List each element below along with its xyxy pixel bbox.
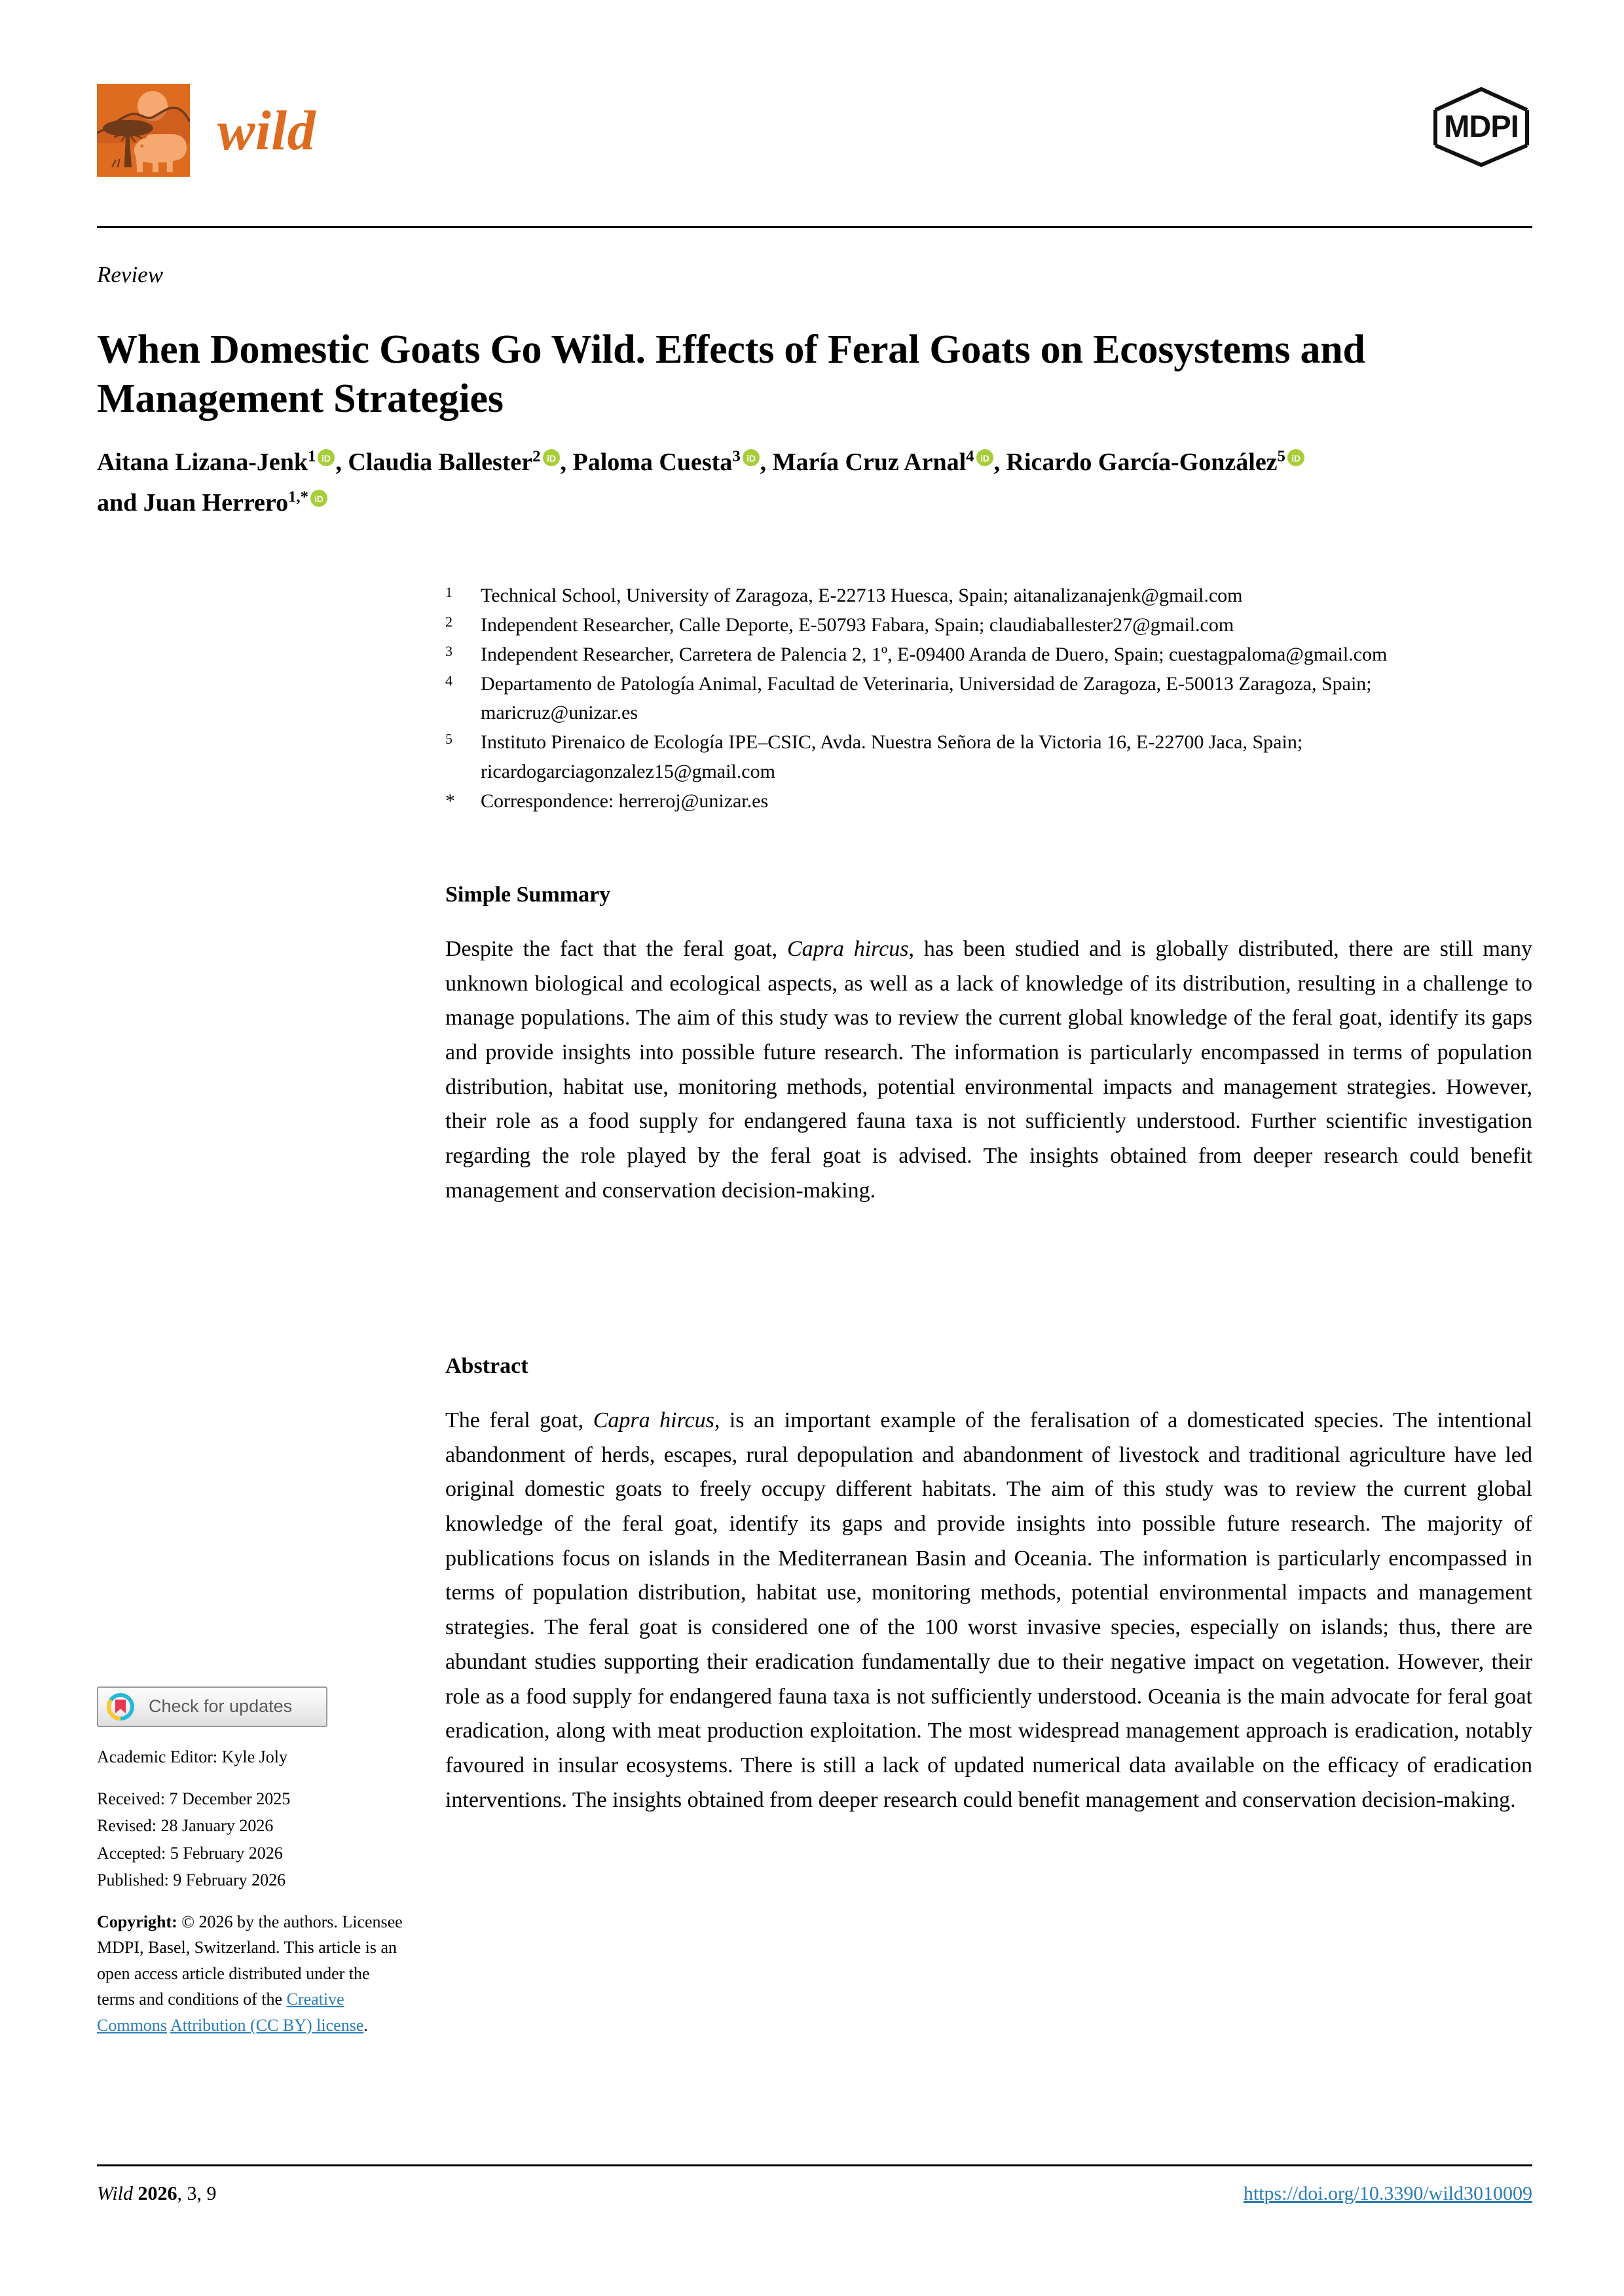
author-separator: , xyxy=(335,448,348,476)
affiliation-number: 1 xyxy=(445,584,452,600)
affiliation-text: Technical School, University of Zaragoza, E-22713 Huesca, Spain; aitanalizanajenk@gmail.com xyxy=(481,585,1243,606)
journal-title: wild xyxy=(217,99,316,162)
svg-text:iD: iD xyxy=(746,453,756,464)
author-name: Aitana Lizana-Jenk xyxy=(97,448,308,476)
accepted-date: Accepted: 5 February 2026 xyxy=(97,1843,283,1863)
abstract-part-1: The feral goat, xyxy=(445,1408,593,1432)
species-name-italic: Capra hircus xyxy=(787,937,909,961)
page-title: When Domestic Goats Go Wild. Effects of Feral Goats on Ecosystems and Management Strategies xyxy=(97,327,1365,422)
copyright-label: Copyright: xyxy=(97,1912,177,1931)
cc-by-license-link[interactable]: Attribution (CC BY) license xyxy=(170,2015,364,2035)
affiliation-item xyxy=(445,640,1532,669)
affiliation-number: 2 xyxy=(445,613,452,630)
copyright-notice xyxy=(97,1909,405,2039)
doi-link[interactable]: https://doi.org/10.3390/wild3010009 xyxy=(1243,2183,1532,2204)
crossmark-icon xyxy=(107,1693,134,1721)
header-divider xyxy=(97,226,1532,228)
mdpi-hexagon-logo-icon xyxy=(1431,85,1531,169)
copyright-text: © 2026 by the authors. Licensee MDPI, Basel, Switzerland. This article is an open access article distributed under the terms and conditions of the xyxy=(97,1912,403,2009)
species-name-italic: Capra hircus xyxy=(593,1408,714,1432)
author-conjunction: and xyxy=(97,489,138,517)
correspondence-text: Correspondence: herreroj@unizar.es xyxy=(481,790,769,812)
affiliation-number: 4 xyxy=(445,672,452,689)
journal-logo xyxy=(97,84,316,177)
simple-summary-heading: Simple Summary xyxy=(445,883,611,907)
author-separator: , xyxy=(560,448,573,476)
author-affil-sup: 3 xyxy=(732,447,741,465)
check-for-updates-label: Check for updates xyxy=(149,1696,293,1717)
svg-text:iD: iD xyxy=(322,453,331,464)
orcid-icon[interactable] xyxy=(1287,440,1304,464)
author-name: Juan Herrero xyxy=(143,489,289,517)
orcid-icon[interactable] xyxy=(318,440,335,464)
academic-editor: Academic Editor: Kyle Joly xyxy=(97,1747,287,1766)
orcid-icon[interactable] xyxy=(976,440,993,464)
copyright-end: . xyxy=(363,2015,368,2035)
correspondence-marker: * xyxy=(445,790,455,812)
check-for-updates-button[interactable] xyxy=(97,1686,327,1727)
abstract-heading: Abstract xyxy=(445,1354,528,1378)
author-affil-sup: 1,* xyxy=(288,488,308,506)
svg-text:iD: iD xyxy=(1291,453,1301,464)
svg-text:MDPI: MDPI xyxy=(1444,109,1519,143)
affiliation-number: 3 xyxy=(445,643,452,660)
article-type-label: Review xyxy=(97,262,164,287)
creative-commons-link[interactable]: Creative Commons xyxy=(97,1990,344,2035)
author-name: María Cruz Arnal xyxy=(772,448,967,476)
footer-journal-name: Wild xyxy=(97,2183,134,2204)
svg-text:iD: iD xyxy=(546,453,556,464)
footer-year: 2026 xyxy=(138,2183,177,2204)
page-header xyxy=(97,73,1532,204)
spacer xyxy=(97,1772,405,1786)
affiliation-text: Departamento de Patología Animal, Facultad de Veterinaria, Universidad de Zaragoza, E-50013 Zaragoza, Spain; maricruz@unizar.es xyxy=(481,673,1372,724)
received-date: Received: 7 December 2025 xyxy=(97,1789,291,1808)
published-date: Published: 9 February 2026 xyxy=(97,1870,286,1890)
affiliation-number: 5 xyxy=(445,731,452,748)
affiliation-item xyxy=(445,670,1532,727)
author-list xyxy=(97,440,1532,521)
orcid-icon[interactable] xyxy=(543,440,560,464)
elephant-shape xyxy=(126,124,188,175)
affiliation-item-correspondence xyxy=(445,787,1532,816)
author-affil-sup: 4 xyxy=(966,447,974,465)
author-separator: , xyxy=(760,448,773,476)
author-name: Ricardo García-González xyxy=(1006,448,1278,476)
author-affil-sup: 1 xyxy=(307,447,316,465)
affiliation-text: Independent Researcher, Carretera de Palencia 2, 1º, E-09400 Aranda de Duero, Spain; cuestagpaloma@gmail.com xyxy=(481,644,1388,666)
affiliation-text: Instituto Pirenaico de Ecología IPE–CSIC, Avda. Nuestra Señora de la Victoria 16, E-22700 Jaca, Spain; ricardogarciagonzalez15@gmail.com xyxy=(481,731,1303,782)
author-name: Claudia Ballester xyxy=(348,448,533,476)
footer-citation xyxy=(97,2183,217,2205)
orcid-icon[interactable] xyxy=(743,440,760,464)
simple-summary-text xyxy=(445,932,1532,1209)
author-affil-sup: 2 xyxy=(532,447,541,465)
summary-part-2: , has been studied and is globally distributed, there are still many unknown biological and ecological aspects, as well as a lack of knowledge of its distribution, resulting in a challenge to manage populations. The aim of this study was to review the current global knowledge of the feral goat, identify its gaps and provide insights into possible future research. The information is particularly encompassed in terms of population distribution, habitat use, monitoring methods, potential environmental impacts and management strategies. However, their role as a food supply for endangered fauna taxa is not sufficiently understood. Further scientific investigation regarding the role played by the feral goat is advised. The insights obtained from deeper research could benefit management and conservation decision-making. xyxy=(445,937,1532,1203)
revised-date: Revised: 28 January 2026 xyxy=(97,1816,274,1836)
abstract-text xyxy=(445,1404,1532,1817)
affiliation-item xyxy=(445,728,1532,786)
svg-text:iD: iD xyxy=(980,453,989,464)
affiliations-list xyxy=(445,581,1532,816)
svg-text:iD: iD xyxy=(314,494,323,505)
author-separator: , xyxy=(993,448,1006,476)
article-metadata-sidebar xyxy=(97,1686,405,2038)
affiliation-item xyxy=(445,581,1532,610)
affiliation-text: Independent Researcher, Calle Deporte, E-50793 Fabara, Spain; claudiaballester27@gmail.com xyxy=(481,614,1234,636)
author-name: Paloma Cuesta xyxy=(572,448,733,476)
savanna-elephant-logo-icon xyxy=(97,84,190,177)
orcid-icon[interactable] xyxy=(310,481,327,505)
footer-divider xyxy=(97,2164,1532,2166)
footer-volume-issue: , 3, 9 xyxy=(177,2183,217,2204)
affiliation-item xyxy=(445,611,1532,640)
author-affil-sup: 5 xyxy=(1277,447,1285,465)
abstract-part-2: , is an important example of the feralisation of a domesticated species. The intentional abandonment of herds, escapes, rural depopulation and abandonment of livestock and traditional agriculture have led original domestic goats to freely occupy different habitats. The aim of this study was to review the current global knowledge of the feral goat, identify its gaps and provide insights into possible future research. The majority of publications focus on islands in the Mediterranean Basin and Oceania. The information is particularly encompassed in terms of population distribution, habitat use, monitoring methods, potential environmental impacts and management strategies. The feral goat is considered one of the 100 worst invasive species, especially on islands; thus, there are abundant studies supporting their eradication fundamentally due to their negative impact on vegetation. However, their role as a food supply for endangered fauna taxa is not sufficiently understood. Oceania is the main advocate for feral goat eradication, along with meat production exploitation. The most widespread management approach is eradication, notably favoured in insular ecosystems. There is still a lack of updated numerical data available on the efficacy of eradication interventions. The insights obtained from deeper research could benefit management and conservation decision-making. xyxy=(445,1408,1533,1812)
summary-part-1: Despite the fact that the feral goat, xyxy=(445,937,787,961)
